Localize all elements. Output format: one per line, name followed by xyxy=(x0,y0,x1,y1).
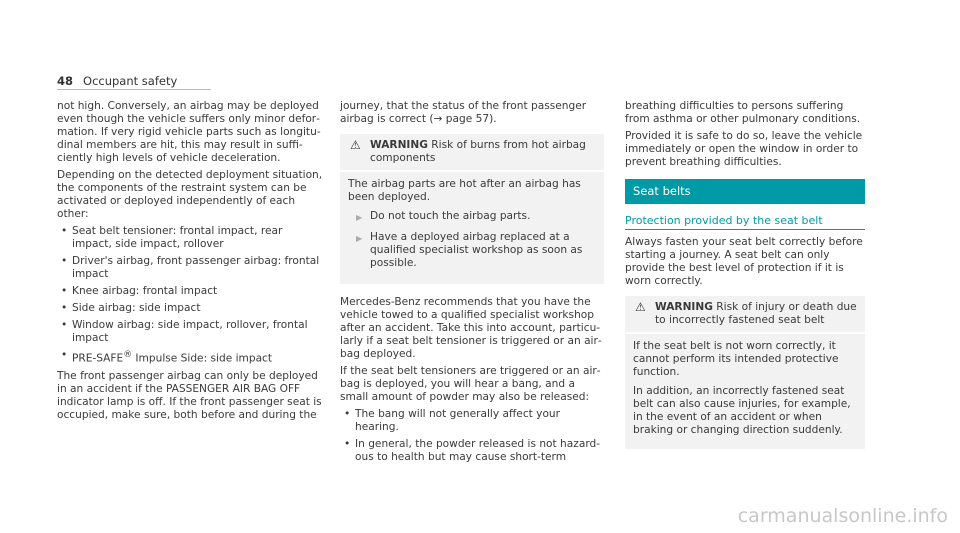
pre-safe-text: Impulse Side: side impact xyxy=(132,352,273,365)
warning-label: WARNING xyxy=(655,301,713,313)
paragraph: Mercedes-Benz recommends that you have the vehicle towed to a qualified specialist workshop after an accident. Take this into account, particularly if a seat belt tensioner is triggered or an airbag deployed. xyxy=(340,296,602,360)
paragraph: Provided it is safe to do so, leave the vehicle immediately or open the window in order to prevent breathing difficulties. xyxy=(625,130,863,168)
warning-triangle-icon: ⚠ xyxy=(350,138,361,152)
warning-title: Risk of burns from hot airbag components xyxy=(370,139,586,164)
paragraph: breathing difficulties to persons suffering from asthma or other pulmonary conditions. xyxy=(625,100,861,125)
bullet-list xyxy=(340,408,604,464)
warning-text: If the seat belt is not worn correctly, it cannot perform its intended protective function. xyxy=(633,340,839,378)
arrow-right-icon: ▶ xyxy=(356,213,363,222)
warning-text: In addition, an incorrectly fastened seat belt can also cause injuries, for example, in the event of an accident or when braking or changing direction suddenly. xyxy=(633,385,851,436)
registered-mark: ® xyxy=(123,350,133,360)
paragraph: not high. Conversely, an airbag may be deployed even though the vehicle suffers only minor deformation. If very rigid vehicle parts such as longitudinal members are hit, this may result in sufficiently high levels of vehicle deceleration. xyxy=(57,100,321,164)
warning-triangle-icon: ⚠ xyxy=(635,300,646,314)
paragraph: Depending on the detected deployment situation, the components of the restraint system can be activated or deployed independently of each other: xyxy=(57,169,323,220)
warning-label: WARNING xyxy=(370,139,428,151)
list-item: • Knee airbag: frontal impact xyxy=(57,285,324,298)
paragraph: Always fasten your seat belt correctly before starting a journey. A seat belt can only provide the best level of protection if it is worn correctly. xyxy=(625,236,863,287)
page-number: 48 xyxy=(57,74,74,88)
list-item: • Side airbag: side impact xyxy=(57,302,324,315)
column-3 xyxy=(625,100,865,461)
list-item: • Window airbag: side impact, rollover, frontal impact xyxy=(57,319,324,345)
warning-steps xyxy=(348,210,596,270)
list-item: • The bang will not generally affect your hearing. xyxy=(340,408,604,434)
warning-text: The airbag parts are hot after an airbag has been deployed. xyxy=(348,178,581,203)
list-item: • Seat belt tensioner: frontal impact, rear impact, side impact, rollover xyxy=(57,225,324,251)
page-header xyxy=(57,74,177,88)
warning-body xyxy=(340,172,604,284)
column-1 xyxy=(57,100,324,426)
section-banner: Seat belts xyxy=(625,179,865,204)
warning-title: Risk of injury or death due to incorrectly fastened seat belt xyxy=(655,301,857,326)
column-2 xyxy=(340,100,604,468)
warning-body xyxy=(625,334,865,449)
bullet-list xyxy=(57,225,324,366)
watermark-text: carmanualsonline.info xyxy=(737,505,948,527)
subsection-heading: Protection provided by the seat belt xyxy=(625,214,865,230)
section-title: Occupant safety xyxy=(83,74,178,88)
list-item: • In general, the powder released is not hazardous to health but may cause short-term xyxy=(340,438,604,464)
header-divider xyxy=(57,89,211,90)
warning-box-burns xyxy=(340,134,604,284)
warning-step: ▶ Have a deployed airbag replaced at a qualified specialist workshop as soon as possible. xyxy=(356,231,583,269)
warning-header xyxy=(625,296,865,334)
warning-header xyxy=(340,134,604,172)
warning-box-seat-belt xyxy=(625,296,865,449)
list-item: • Driver's airbag, front passenger airbag: frontal impact xyxy=(57,255,324,281)
list-item xyxy=(57,349,324,366)
paragraph: The front passenger airbag can only be deployed in an accident if the PASSENGER AIR BAG OFF indicator lamp is off. If the front passenger seat is occupied, make sure, both before and during the xyxy=(57,369,322,421)
arrow-right-icon: ▶ xyxy=(356,234,363,243)
paragraph: journey, that the status of the front passenger airbag is correct (→ page 57). xyxy=(340,100,587,125)
warning-step: ▶ Do not touch the airbag parts. xyxy=(356,210,531,222)
paragraph: If the seat belt tensioners are triggered or an airbag is deployed, you will hear a bang, and a small amount of powder may also be released: xyxy=(340,365,601,403)
pre-safe-name: PRE-SAFE xyxy=(72,352,124,365)
